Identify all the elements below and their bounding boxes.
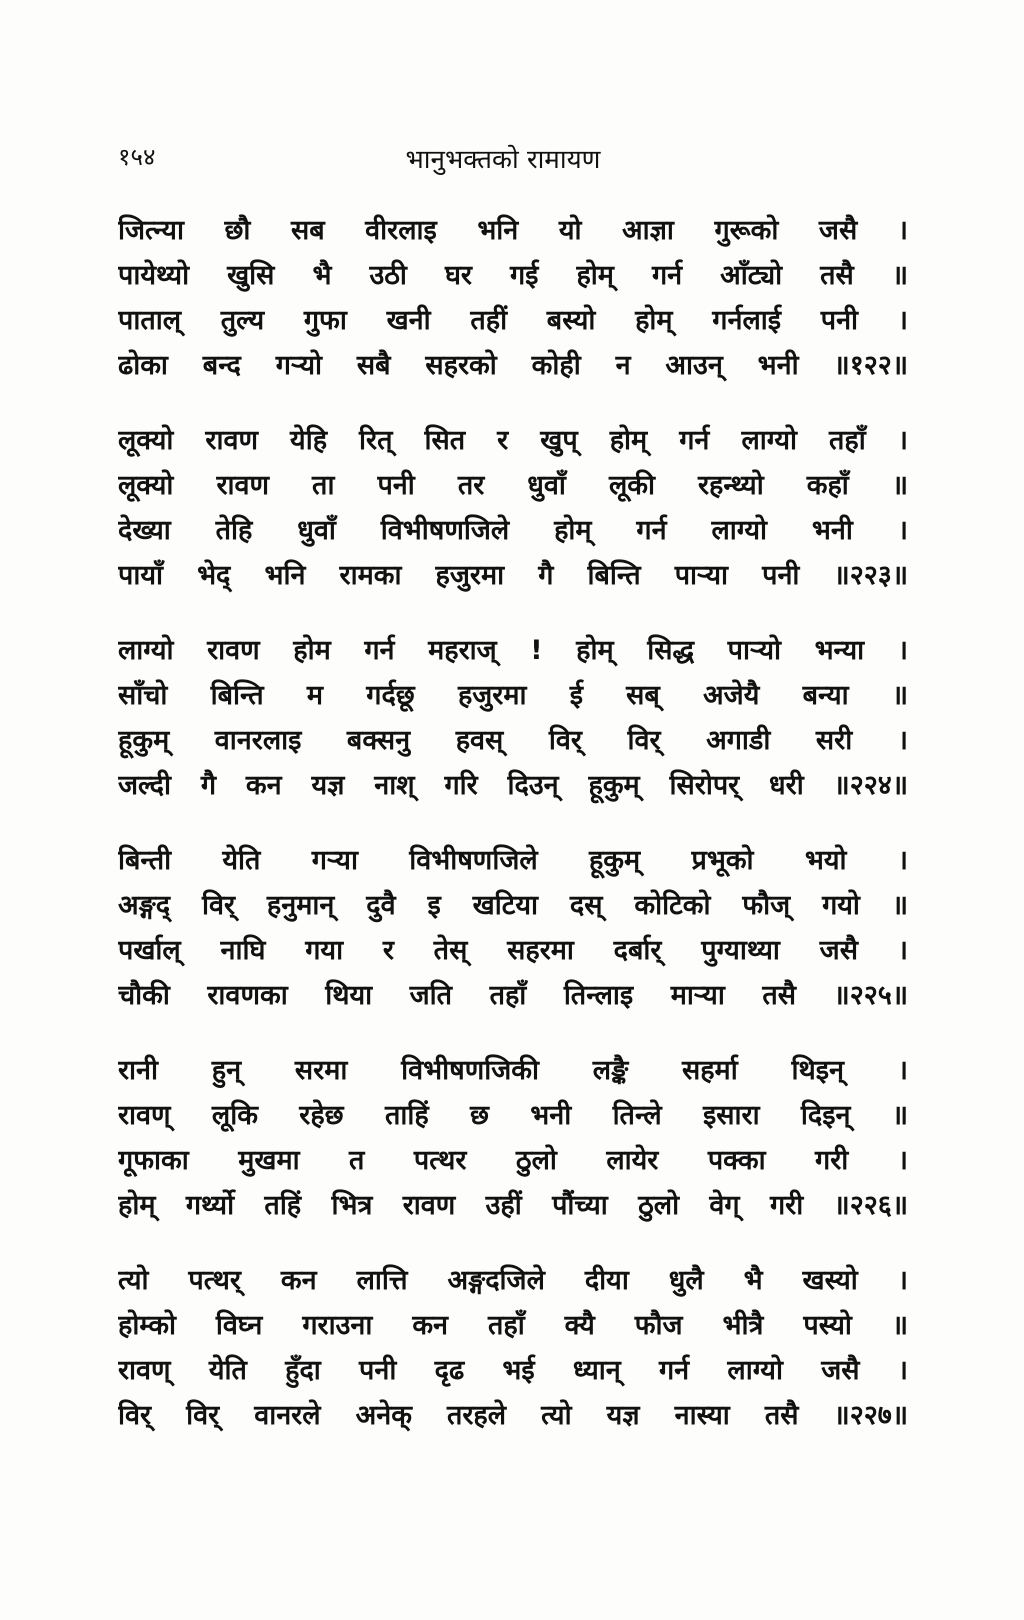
verse-line: जित्न्या छौ सब वीरलाइ भनि यो आज्ञा गुरूको जसै ।: [118, 215, 908, 246]
verse-line: रावण् येति हुँदा पनी दृढ भई ध्यान् गर्न लाग्यो जसै ।: [118, 1355, 908, 1386]
verse-line: त्यो पत्थर् कन लात्ति अङ्गदजिले दीया धुलै भै खस्यो ।: [118, 1265, 908, 1296]
verse-line: जल्दी गै कन यज्ञ नाश् गरि दिउन् हूकुम् सिरोपर् धरी ॥२२४॥: [118, 770, 908, 801]
stanza-225: [118, 838, 908, 1018]
verse-line: देख्या तेहि धुवाँ विभीषणजिले होम् गर्न लाग्यो भनी ।: [118, 515, 908, 546]
verse-line: अङ्गद् विर् हनुमान् दुवै इ खटिया दस् कोटिको फौज् गयो ॥: [118, 890, 908, 921]
verse-line: पायाँ भेद् भनि रामका हजुरमा गै बिन्ति पाऱ्या पनी ॥२२३॥: [118, 560, 908, 591]
verse-line: पर्खाल् नाघि गया र तेस् सहरमा दर्बार् पुग्याथ्या जसै ।: [118, 935, 908, 966]
stanza-222: [118, 208, 908, 388]
verse-line: पायेथ्यो खुसि भै उठी घर गई होम् गर्न आँट्यो तसै ॥: [118, 260, 908, 291]
verse-line: रावण् लूकि रहेछ ताहिं छ भनी तिन्ले इसारा दिइन् ॥: [118, 1100, 908, 1131]
verse-line: चौकी रावणका थिया जति तहाँ तिन्लाइ माऱ्या तसै ॥२२५॥: [118, 980, 908, 1011]
page-number: १५४: [118, 143, 156, 171]
verse-line: रानी हुन् सरमा विभीषणजिकी लङ्कै सहर्मा थिइन् ।: [118, 1055, 908, 1086]
stanza-227: [118, 1258, 908, 1438]
verse-line: लाग्यो रावण होम गर्न महराज् ! होम् सिद्ध पाऱ्यो भन्या ।: [118, 635, 908, 666]
verse-line: लूक्यो रावण ता पनी तर धुवाँ लूकी रहन्थ्यो कहाँ ॥: [118, 470, 908, 501]
verse-line: पाताल् तुल्य गुफा खनी तहीं बस्यो होम् गर्नलाई पनी ।: [118, 305, 908, 336]
stanza-223: [118, 418, 908, 598]
verse-line: बिन्ती येति गऱ्या विभीषणजिले हूकुम् प्रभूको भयो ।: [118, 845, 908, 876]
stanza-224: [118, 628, 908, 808]
verse-body: [118, 208, 908, 1468]
verse-line: विर् विर् वानरले अनेक् तरहले त्यो यज्ञ नास्या तसै ॥२२७॥: [118, 1400, 908, 1431]
running-title: भानुभक्तको रामायण: [405, 145, 601, 175]
verse-line: साँचो बिन्ति म गर्दछू हजुरमा ई सब् अजेयै बन्या ॥: [118, 680, 908, 711]
verse-line: होम् गर्थ्यो तहिं भित्र रावण उहीं पौंच्या ठुलो वेग् गरी ॥२२६॥: [118, 1190, 908, 1221]
stanza-226: [118, 1048, 908, 1228]
verse-line: होम्को विघ्न गराउना कन तहाँ क्यै फौज भीत्रै पस्यो ॥: [118, 1310, 908, 1341]
verse-line: ढोका बन्द गऱ्यो सबै सहरको कोही न आउन् भनी ॥१२२॥: [118, 350, 908, 381]
verse-line: लूक्यो रावण येहि रित् सित र खुप् होम् गर्न लाग्यो तहाँ ।: [118, 425, 908, 456]
verse-line: हूकुम् वानरलाइ बक्सनु हवस् विर् विर् अगाडी सरी ।: [118, 725, 908, 756]
verse-line: गूफाका मुखमा त पत्थर ठुलो लायेर पक्का गरी ।: [118, 1145, 908, 1176]
page-header: [118, 140, 888, 180]
